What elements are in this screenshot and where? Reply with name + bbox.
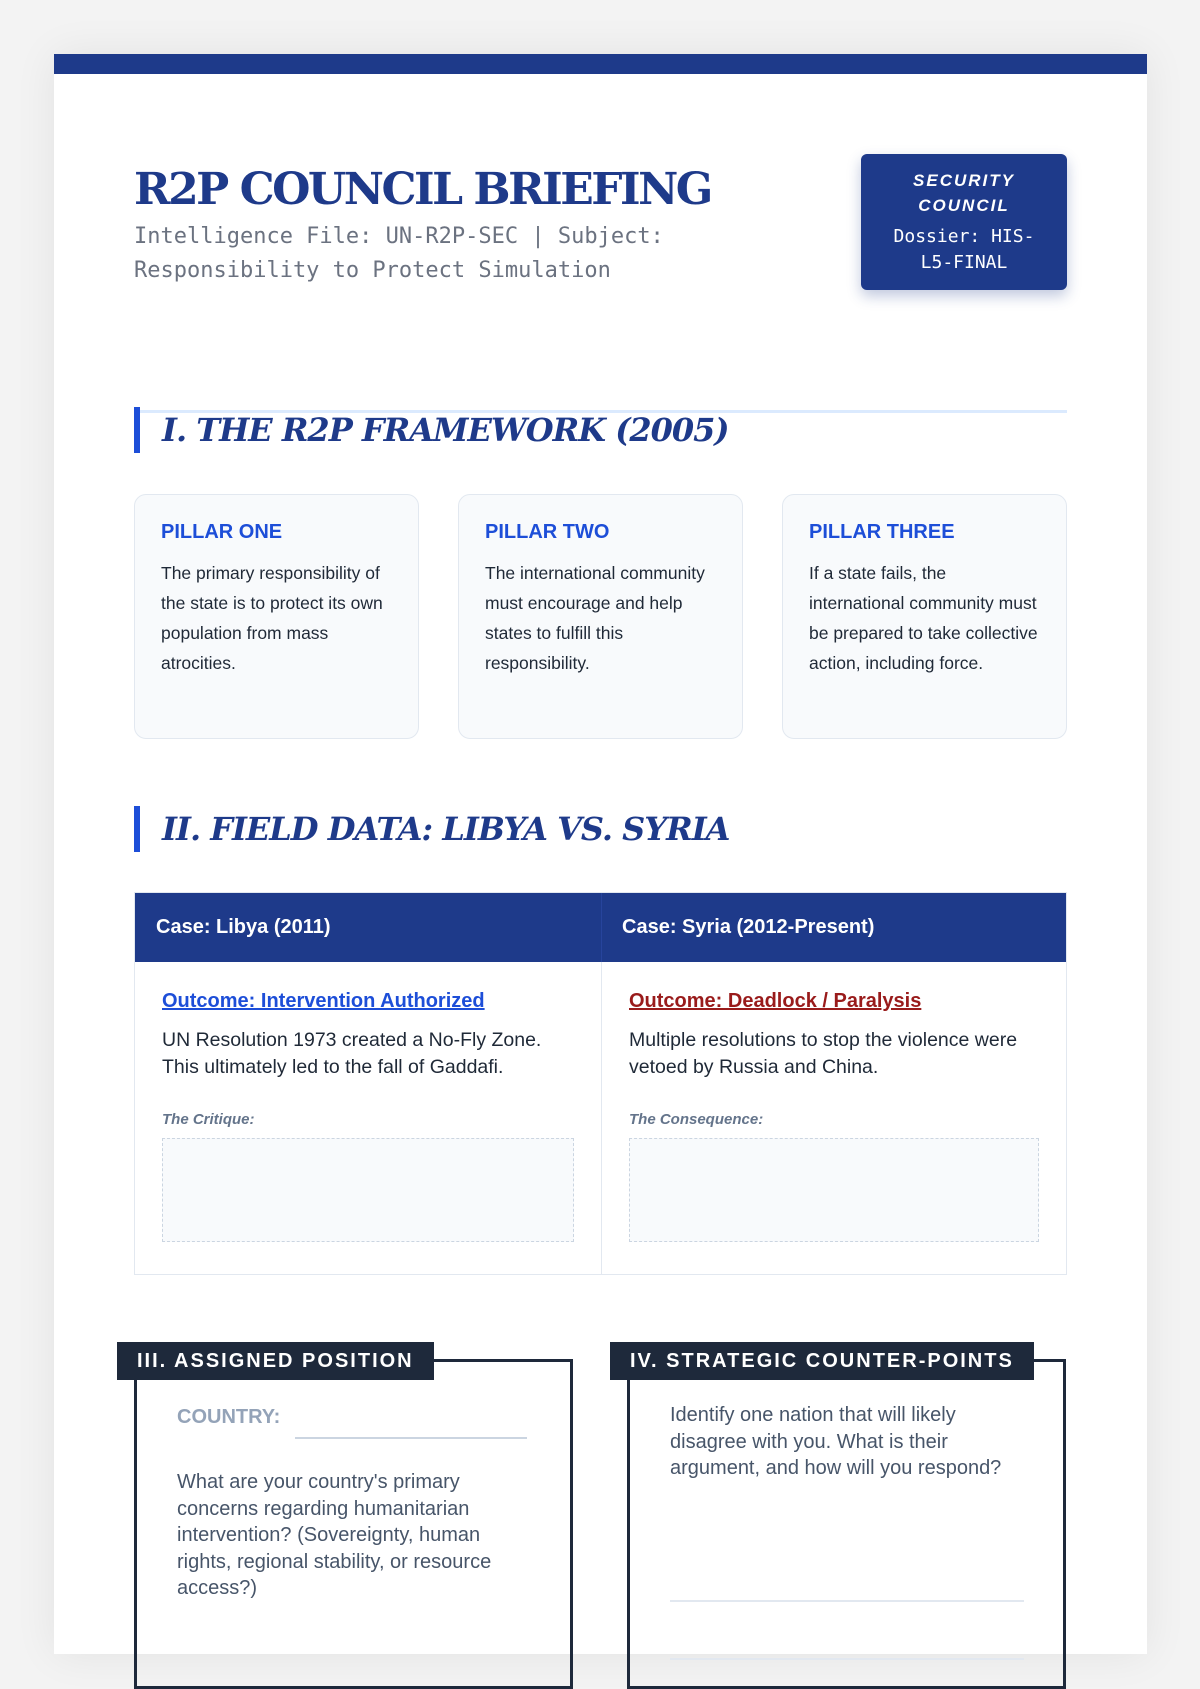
page-subtitle: Intelligence File: UN-R2P-SEC | Subject: Responsibility to Protect Simulation bbox=[134, 224, 664, 283]
consequence-answer-box[interactable] bbox=[629, 1138, 1039, 1242]
counter-points-question: Identify one nation that will likely disagree with you. What is their argument, and how will you respond? bbox=[670, 1404, 1002, 1479]
pillar-title: PILLAR ONE bbox=[161, 521, 283, 543]
section-heading-framework: I. THE R2P FRAMEWORK (2005) bbox=[134, 407, 729, 453]
position-question: What are your country's primary concerns regarding humanitarian intervention? (Sovereignty, human rights, regional stability, or resource access?) bbox=[177, 1471, 492, 1599]
country-field bbox=[177, 1402, 537, 1442]
briefing-header bbox=[134, 154, 1067, 334]
answer-line[interactable] bbox=[670, 1658, 1024, 1660]
critique-label: The Critique: bbox=[162, 1111, 255, 1128]
pillar-text: The international community must encourage and help states to fulfill this responsibility. bbox=[485, 563, 705, 673]
page-title: R2P COUNCIL BRIEFING bbox=[134, 164, 711, 215]
pillar-text: If a state fails, the international community must be prepared to take collective action, including force. bbox=[809, 563, 1038, 673]
libya-cell bbox=[135, 962, 601, 1274]
assigned-position-box bbox=[134, 1359, 573, 1689]
libya-description: UN Resolution 1973 created a No-Fly Zone. This ultimately led to the fall of Gaddafi. bbox=[162, 1029, 542, 1078]
answer-line[interactable] bbox=[670, 1600, 1024, 1602]
pillar-title: PILLAR THREE bbox=[809, 521, 955, 543]
libya-column-header: Case: Libya (2011) bbox=[156, 916, 331, 938]
country-label: COUNTRY: bbox=[177, 1406, 281, 1428]
syria-outcome-link[interactable]: Outcome: Deadlock / Paralysis bbox=[629, 990, 922, 1012]
pillar-text: The primary responsibility of the state is to protect its own population from mass atrocities. bbox=[161, 563, 383, 673]
pillar-card-two bbox=[458, 494, 743, 739]
header-column-divider bbox=[601, 893, 602, 962]
pillar-cards bbox=[134, 494, 1067, 739]
pillar-card-three bbox=[782, 494, 1067, 739]
case-comparison-table bbox=[134, 892, 1067, 1275]
libya-outcome-link[interactable]: Outcome: Intervention Authorized bbox=[162, 990, 485, 1012]
pillar-title: PILLAR TWO bbox=[485, 521, 610, 543]
worksheet-page bbox=[54, 54, 1147, 1654]
consequence-label: The Consequence: bbox=[629, 1111, 764, 1128]
country-input-line[interactable] bbox=[295, 1437, 527, 1439]
syria-description: Multiple resolutions to stop the violence were vetoed by Russia and China. bbox=[629, 1029, 1018, 1078]
counter-points-label: IV. STRATEGIC COUNTER-POINTS bbox=[610, 1342, 1034, 1380]
security-council-badge bbox=[861, 154, 1067, 290]
pillar-card-one bbox=[134, 494, 419, 739]
badge-title: SECURITY COUNCIL bbox=[913, 171, 1015, 215]
syria-cell bbox=[602, 962, 1066, 1274]
syria-column-header: Case: Syria (2012-Present) bbox=[622, 916, 875, 938]
section-heading-field-data: II. FIELD DATA: LIBYA VS. SYRIA bbox=[134, 806, 730, 852]
assigned-position-label: III. ASSIGNED POSITION bbox=[117, 1342, 434, 1380]
dossier-code: Dossier: HIS-L5-FINAL bbox=[893, 226, 1035, 273]
counter-points-box bbox=[627, 1359, 1066, 1689]
critique-answer-box[interactable] bbox=[162, 1138, 574, 1242]
